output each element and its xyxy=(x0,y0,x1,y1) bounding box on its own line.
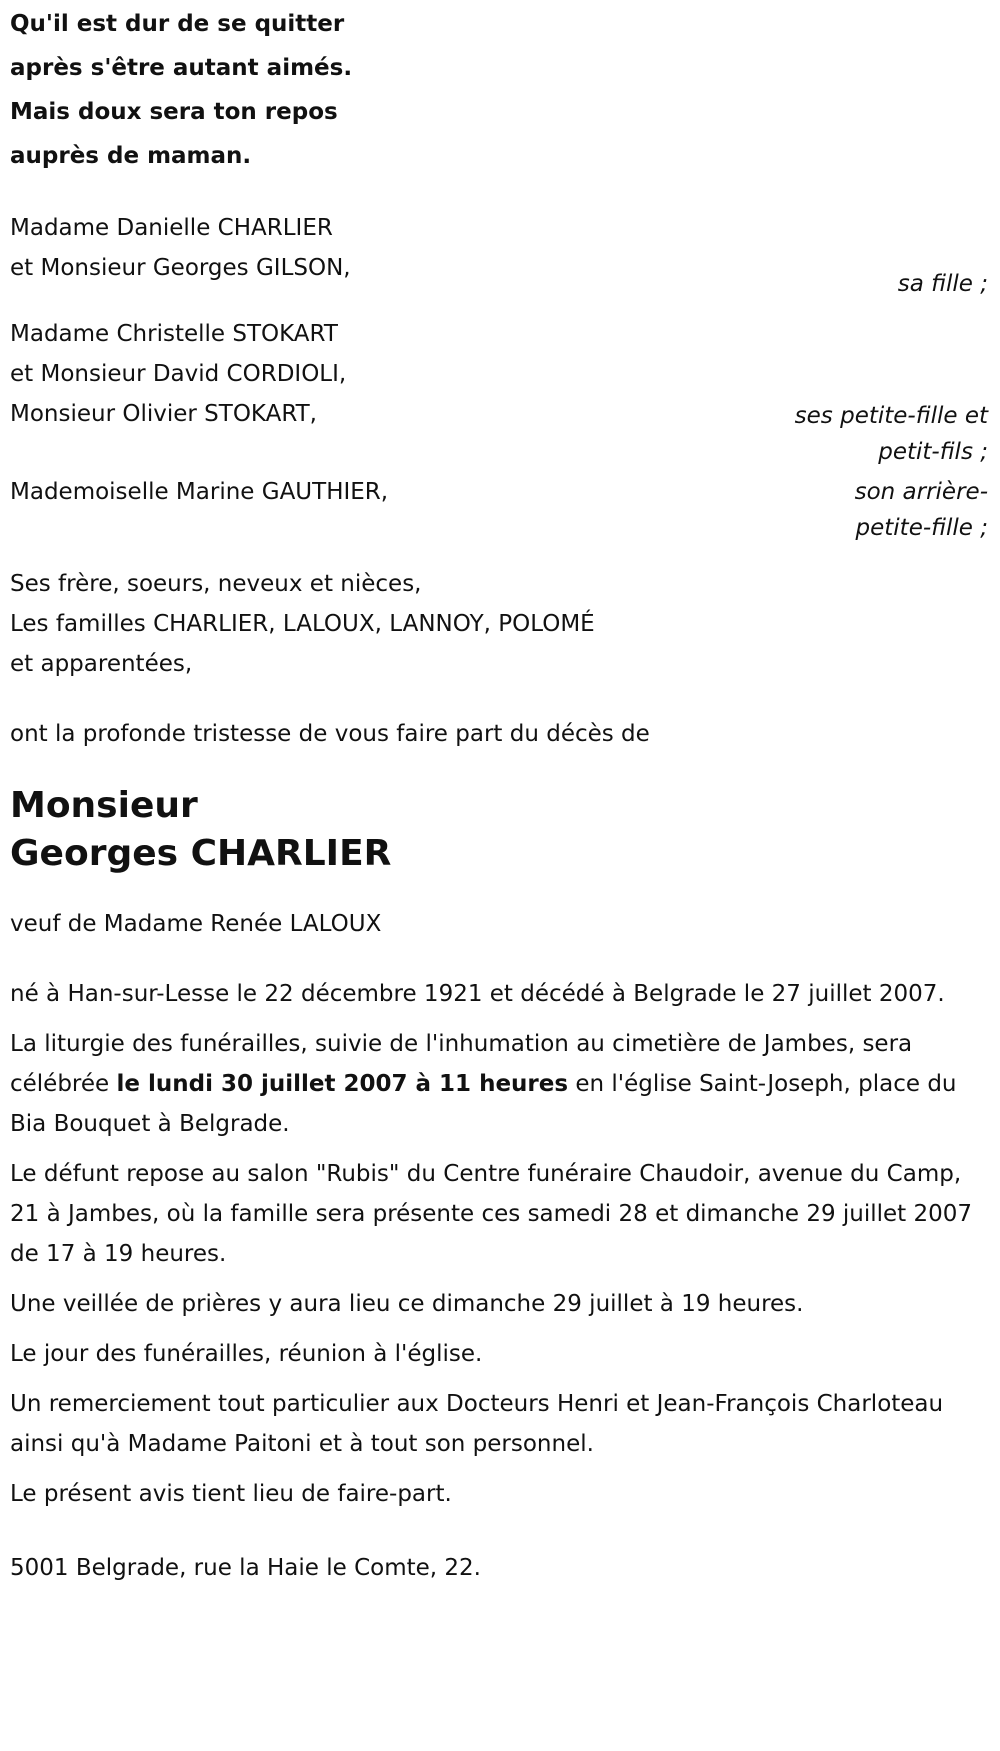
poem-line: Mais doux sera ton repos xyxy=(10,99,338,125)
family-group-great-grandchild xyxy=(10,472,988,572)
funeral-text-before: La liturgie des funérailles, suivie de l'inhumation au cimetière de Jambes, sera célébrée xyxy=(10,1031,913,1097)
relation-line: sa fille ; xyxy=(897,271,988,297)
family-name-line: Madame Christelle STOKART xyxy=(10,321,338,347)
family-name-line: et apparentées, xyxy=(10,651,193,677)
family-relation xyxy=(10,398,988,470)
birth-death-paragraph: né à Han-sur-Lesse le 22 décembre 1921 et décédé à Belgrade le 27 juillet 2007. xyxy=(10,981,945,1007)
poem-line: Qu'il est dur de se quitter xyxy=(10,11,345,37)
poem-line: après s'être autant aimés. xyxy=(10,55,353,81)
family-relation xyxy=(10,264,988,304)
family-name-line: Madame Danielle CHARLIER xyxy=(10,215,333,241)
relation-line: ses petite-fille et xyxy=(794,403,988,429)
relation-line: petit-fils ; xyxy=(878,439,988,465)
relation-line: petite-fille ; xyxy=(855,515,988,541)
wake-paragraph: Le défunt repose au salon "Rubis" du Centre funéraire Chaudoir, avenue du Camp, 21 à Jambes, où la famille sera présente ces samedi 28 et dimanche 29 juillet 2007 de 17 à 19 heures. xyxy=(10,1161,973,1267)
prayer-vigil-paragraph: Une veillée de prières y aura lieu ce dimanche 29 juillet à 19 heures. xyxy=(10,1291,804,1317)
family-relation xyxy=(10,472,988,546)
family-name-line: Les familles CHARLIER, LALOUX, LANNOY, POLOMÉ xyxy=(10,611,595,637)
family-group-daughter xyxy=(10,208,988,314)
family-group-grandchildren xyxy=(10,314,988,472)
family-group-others xyxy=(10,564,988,684)
deceased-title: Monsieur xyxy=(10,785,198,826)
deceased-name-heading xyxy=(10,782,988,878)
family-name-line: et Monsieur Georges GILSON, xyxy=(10,255,351,281)
funeral-paragraph xyxy=(10,1024,988,1144)
family-name-line: Monsieur Olivier STOKART, xyxy=(10,401,317,427)
thanks-paragraph: Un remerciement tout particulier aux Docteurs Henri et Jean-François Charloteau ainsi qu'à Madame Paitoni et à tout son personnel. xyxy=(10,1391,944,1457)
address-text: 5001 Belgrade, rue la Haie le Comte, 22. xyxy=(10,1555,481,1581)
family-name-line: Ses frère, soeurs, neveux et nièces, xyxy=(10,571,422,597)
family-name-line: et Monsieur David CORDIOLI, xyxy=(10,361,347,387)
notice-paragraph: Le présent avis tient lieu de faire-part. xyxy=(10,1481,452,1507)
funeral-date-time: le lundi 30 juillet 2007 à 11 heures xyxy=(116,1071,569,1097)
relation-line: son arrière- xyxy=(854,479,988,505)
announcement-text: ont la profonde tristesse de vous faire part du décès de xyxy=(10,721,650,747)
deceased-name: Georges CHARLIER xyxy=(10,833,392,874)
funeral-text-after: en l'église Saint-Joseph, place du Bia Bouquet à Belgrade. xyxy=(10,1071,957,1137)
family-name-line: Mademoiselle Marine GAUTHIER, xyxy=(10,479,389,505)
meeting-paragraph: Le jour des funérailles, réunion à l'église. xyxy=(10,1341,483,1367)
widower-text: veuf de Madame Renée LALOUX xyxy=(10,911,382,937)
poem xyxy=(10,2,988,178)
obituary-notice xyxy=(10,2,988,1588)
poem-line: auprès de maman. xyxy=(10,143,252,169)
